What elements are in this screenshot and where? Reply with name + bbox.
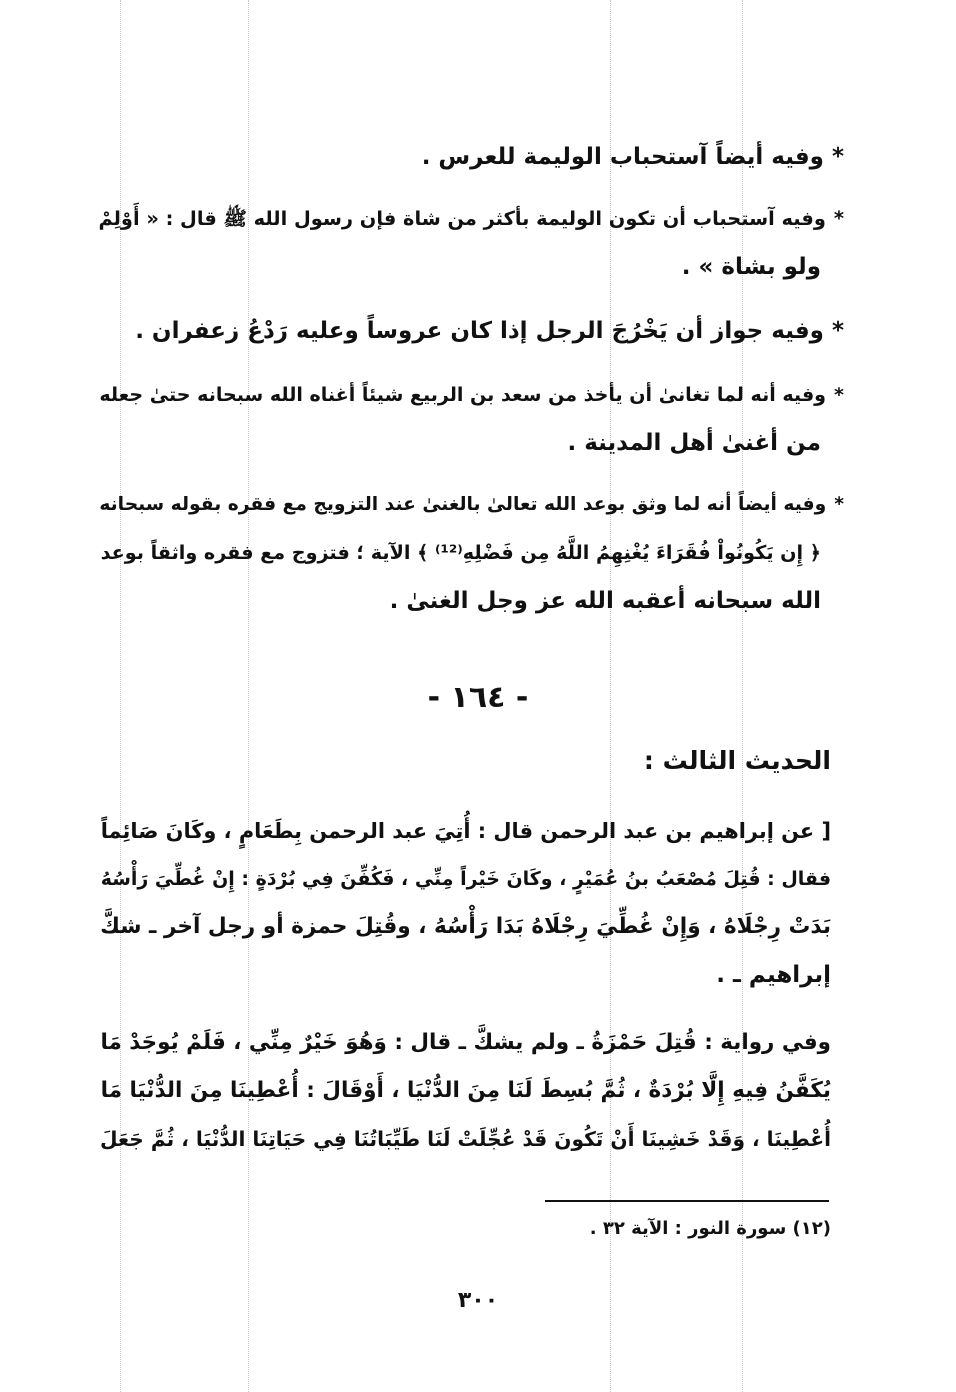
hadith-line: فقال : قُتِلَ مُصْعَبُ بنُ عُمَيْرٍ ، وكَانَ خَيْراً مِنِّي ، فَكُفِّنَ فِي بُرْدَةٍ : إِنْ غُطِّيَ رَأْسُهُ <box>100 868 831 890</box>
bullet-text: من أغنىٰ أهل المدينة . <box>567 430 821 456</box>
bullet-item-4 <box>99 372 844 418</box>
bullet-text: الله سبحانه أعقبه الله عز وجل الغنىٰ . <box>389 588 821 614</box>
bullet-text: وفيه أيضاً أنه لما وثق بوعد الله تعالىٰ بالغنىٰ عند التزويج مع فقره بقوله سبحانه <box>99 494 827 515</box>
bullet-item-2 <box>98 196 844 242</box>
quran-verse-text: ﴿ إِن يَكُونُواْ فُقَرَاءَ يُغْنِهِمُ اللَّهُ مِن فَضْلِهِ⁽¹²⁾ ﴾ الآية ؛ فتزوج مع فقره واثقاً بوعد <box>100 541 821 564</box>
bullet-star-icon: * <box>833 207 844 230</box>
hadith-line: إبراهيم ـ . <box>716 962 831 988</box>
bullet-item-2-cont <box>682 244 821 290</box>
bullet-item-3 <box>135 308 844 354</box>
footnote: (١٢) سورة النور : الآية ٣٢ . <box>589 1218 831 1239</box>
bullet-star-icon: * <box>834 384 844 406</box>
hadith-line: بَدَتْ رِجْلَاهُ ، وَإِنْ غُطِّيَ رِجْلَاهُ بَدَا رَأْسُهُ ، وقُتِلَ حمزة أو رجل آخر ـ شكَّ <box>100 914 831 939</box>
bullet-star-icon: * <box>831 144 844 170</box>
footnote-separator <box>545 1200 829 1202</box>
bullet-text: وفيه جواز أن يَخْرُجَ الرجل إذا كان عروساً وعليه رَدْعُ زعفران . <box>135 318 824 344</box>
bullet-item-4-cont <box>567 420 821 466</box>
bullet-text: وفيه أيضاً آستحباب الوليمة للعرس . <box>421 144 824 170</box>
bullet-item-5 <box>99 482 844 528</box>
bullet-item-5-cont <box>390 578 821 624</box>
bullet-text: وفيه آستحباب أن تكون الوليمة بأكثر من شاة فإن رسول الله ﷺ قال : « أَوْلِمْ <box>98 207 826 230</box>
section-number: - ١٦٤ - <box>427 680 529 715</box>
hadith-line: يُكَفَّنُ فِيهِ إِلَّا بُرْدَةٌ ، ثُمَّ بُسِطَ لَنَا مِنَ الدُّنْيَا ، أَوْقَالَ : أُعْطِينَا مِنَ الدُّنْيَا مَا <box>100 1078 831 1103</box>
section-subheading: الحديث الثالث : <box>643 746 831 775</box>
bullet-item-5-cont <box>101 530 821 576</box>
hadith-line: أُعْطِينَا ، وَقَدْ خَشِينَا أَنْ تَكُونَ قَدْ عُجِّلَتْ لَنَا طَيِّبَاتُنَا فِي حَيَاتِنَا الدُّنْيَا ، ثُمَّ جَعَلَ <box>99 1127 831 1151</box>
bullet-text: وفيه أنه لما تغانىٰ أن يأخذ من سعد بن الربيع شيئاً أغناه الله سبحانه حتىٰ جعله <box>99 384 827 406</box>
bullet-star-icon: * <box>831 318 844 344</box>
hadith-line: [ عن إبراهيم بن عبد الرحمن قال : أُتِيَ عبد الرحمن بِطَعَامٍ ، وكَانَ صَائِماً <box>100 819 831 843</box>
page-number: ٣٠٠ <box>457 1288 499 1313</box>
bullet-text: ولو بشاة » . <box>681 254 821 280</box>
bullet-star-icon: * <box>834 494 844 515</box>
hadith-line: وفي رواية : قُتِلَ حَمْزَةُ ـ ولم يشكَّ ـ قال : وَهُوَ خَيْرٌ مِنِّي ، فَلَمْ يُوجَدْ مَا <box>100 1030 831 1055</box>
bullet-item-1 <box>422 134 844 180</box>
